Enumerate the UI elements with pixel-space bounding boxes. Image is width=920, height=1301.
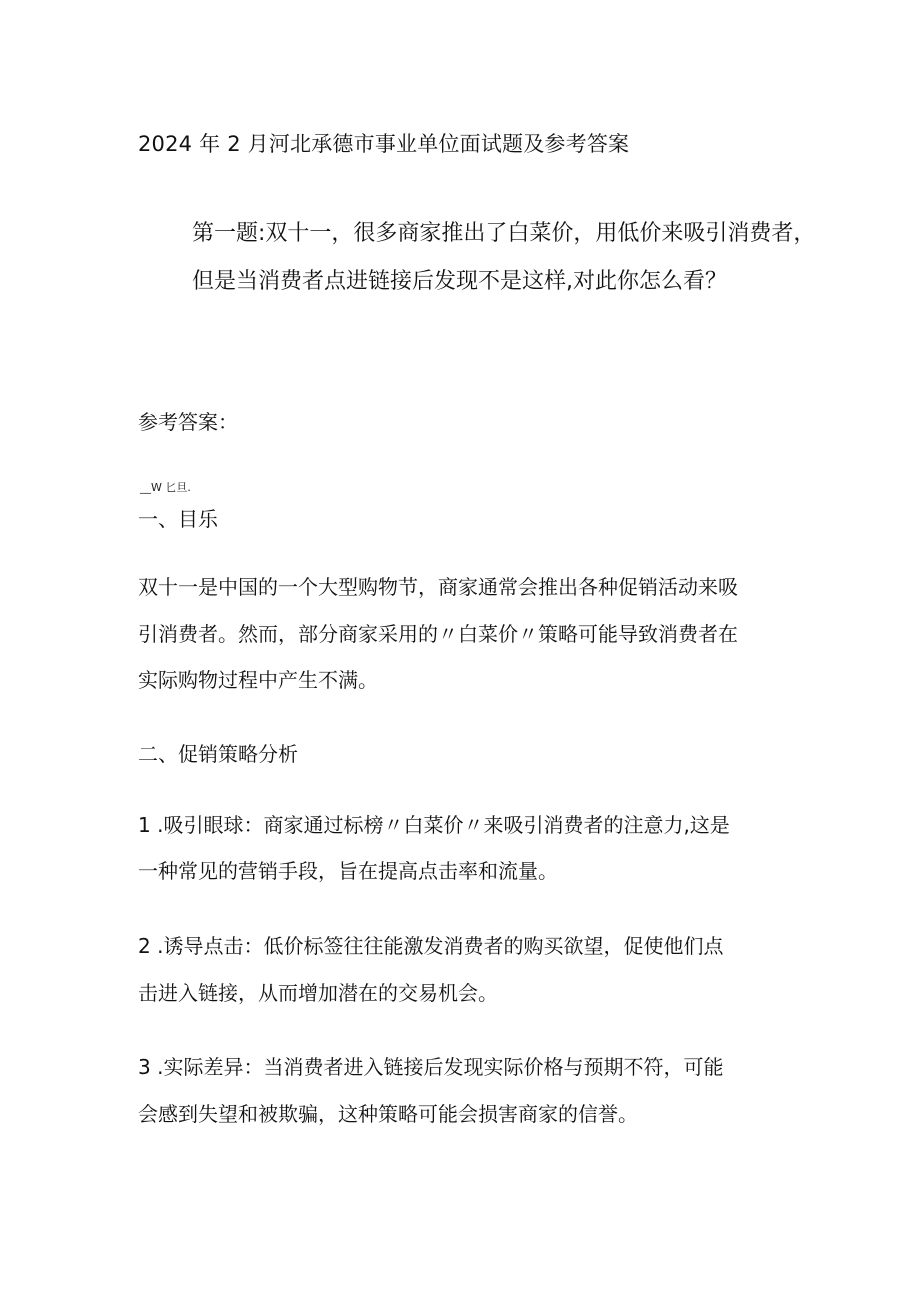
- section-1-paragraph-line: 实际购物过程中产生不满。: [138, 668, 378, 692]
- scan-artifact-text: __W 匕旦.: [140, 481, 191, 494]
- section-2-heading: 二、促销策略分析: [138, 742, 298, 766]
- list-item-line: 会感到失望和被欺骗，这种策略可能会损害商家的信誉。: [138, 1102, 638, 1126]
- list-item-line: 一种常见的营销手段，旨在提高点击率和流量。: [138, 859, 558, 883]
- section-1-paragraph-line: 双十一是中国的一个大型购物节，商家通常会推出各种促销活动来吸: [138, 575, 738, 599]
- document-title: 2024 年 2 月河北承德市事业单位面试题及参考答案: [138, 132, 630, 156]
- section-1-paragraph-line: 引消费者。然而，部分商家采用的〃白菜价〃策略可能导致消费者在: [138, 622, 738, 646]
- list-item-line: 1 .吸引眼球：商家通过标榜〃白菜价〃来吸引消费者的注意力,这是: [138, 813, 730, 837]
- list-item-line: 2 .诱导点击：低价标签往往能激发消费者的购买欲望，促使他们点: [138, 934, 724, 958]
- section-1-heading: 一、目乐: [138, 507, 218, 531]
- question-line-2: 但是当消费者点进链接后发现不是这样,对此你怎么看？: [192, 269, 727, 294]
- answer-label: 参考答案：: [138, 410, 238, 434]
- question-line-1: 第一题:双十一，很多商家推出了白菜价，用低价来吸引消费者，: [192, 221, 816, 246]
- list-item-line: 3 .实际差异：当消费者进入链接后发现实际价格与预期不符，可能: [138, 1055, 724, 1079]
- list-item-line: 击进入链接，从而增加潜在的交易机会。: [138, 981, 498, 1005]
